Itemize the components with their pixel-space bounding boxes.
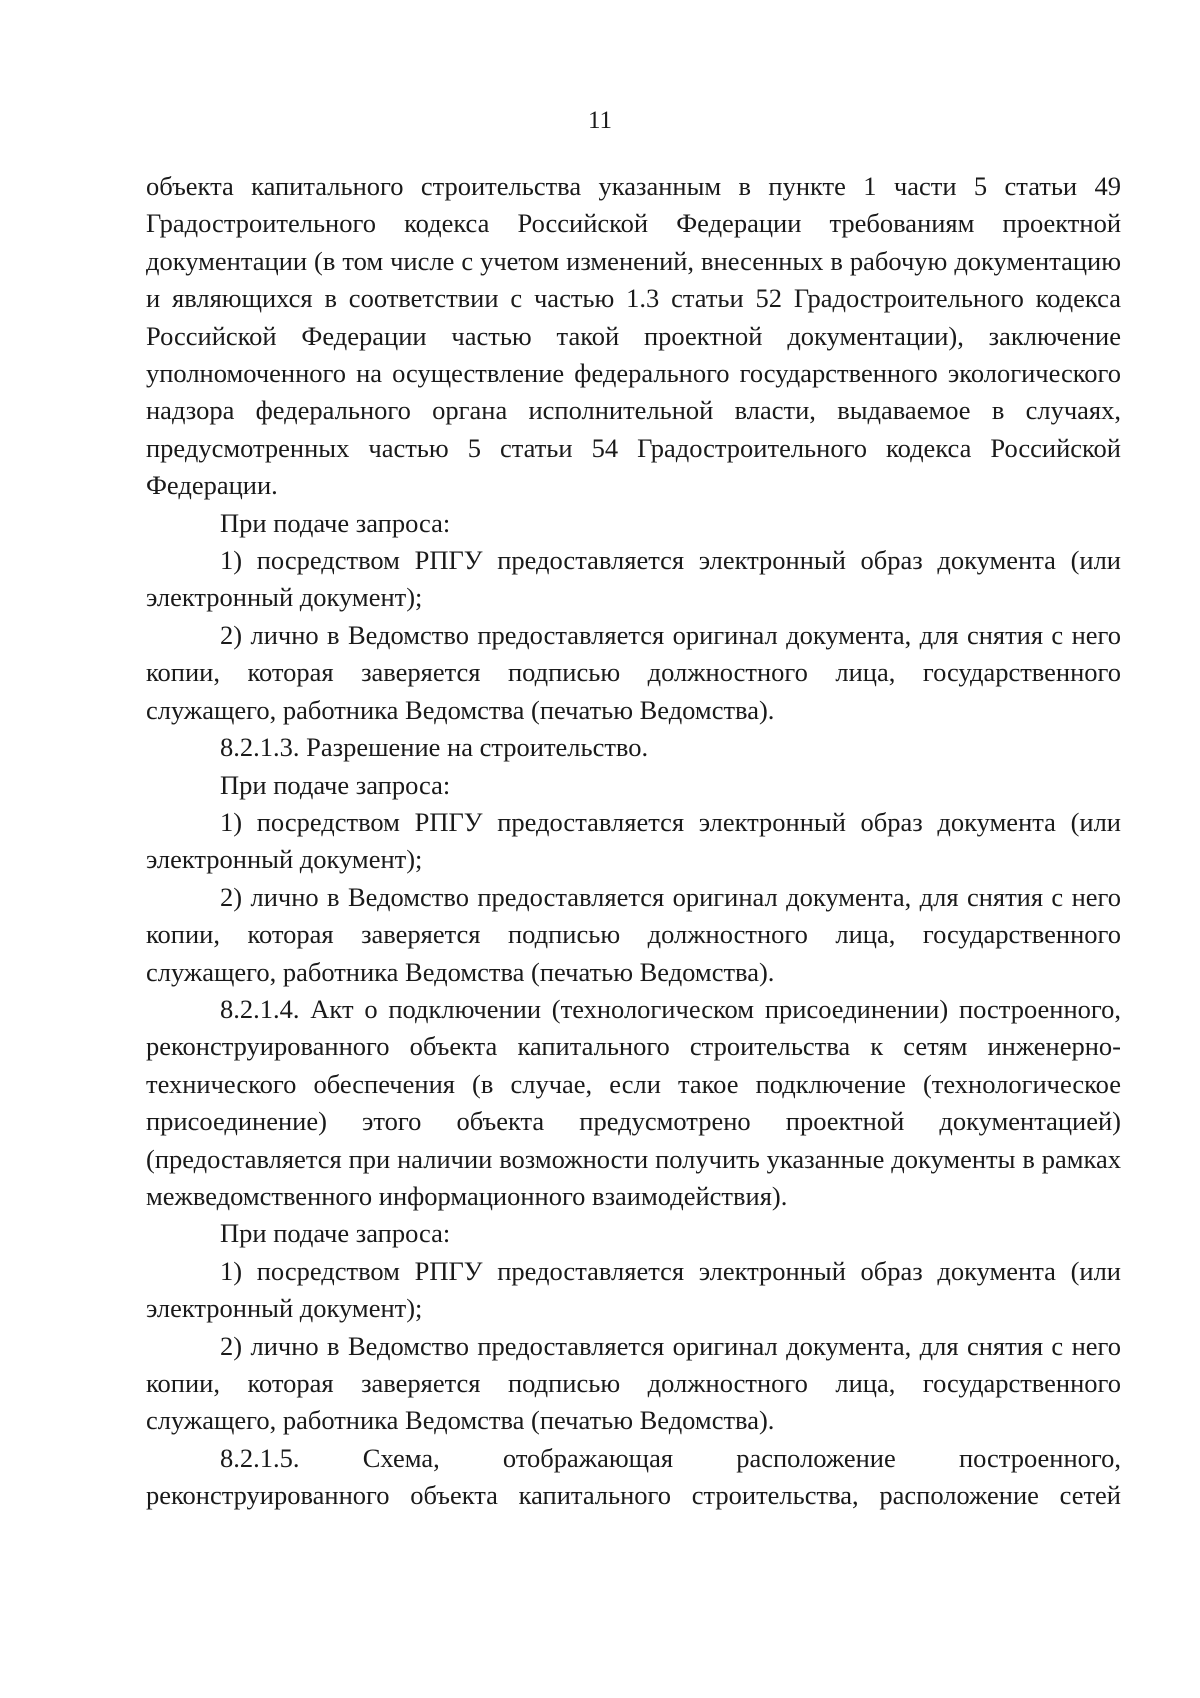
paragraph: При подаче запроса: xyxy=(220,769,451,800)
page-number: 11 xyxy=(587,107,613,134)
paragraph: 1) посредством РПГУ предоставляется электронный образ документа (или электронный документ); xyxy=(146,1255,1121,1324)
document-body xyxy=(146,168,1121,1515)
paragraph: При подаче запроса: xyxy=(220,1218,451,1249)
paragraph: 2) лично в Ведомство предоставляется оригинал документа, для снятия с него копии, которая заверяется подписью должностного лица, государственного служащего, работника Ведомства (печатью Ведомства). xyxy=(146,1330,1121,1436)
section-heading: 8.2.1.4. Акт о подключении (технологическом присоединении) построенного, реконструированного объекта капитального строительства к сетям инженерно-технического обеспечения (в случае, если такое подключение (технологическое присоединение) этого объекта предусмотрено проектной документацией) (предоставляется при наличии возможности получить указанные документы в рамках межведомственного информационного взаимодействия). xyxy=(146,993,1121,1211)
paragraph: 1) посредством РПГУ предоставляется электронный образ документа (или электронный документ); xyxy=(146,806,1121,875)
paragraph: 2) лично в Ведомство предоставляется оригинал документа, для снятия с него копии, которая заверяется подписью должностного лица, государственного служащего, работника Ведомства (печатью Ведомства). xyxy=(146,619,1121,725)
section-heading: 8.2.1.3. Разрешение на строительство. xyxy=(220,732,649,763)
paragraph: 2) лично в Ведомство предоставляется оригинал документа, для снятия с него копии, которая заверяется подписью должностного лица, государственного служащего, работника Ведомства (печатью Ведомства). xyxy=(146,881,1121,987)
section-heading: 8.2.1.5. Схема, отображающая расположение построенного, реконструированного объекта капитального строительства, расположение сетей xyxy=(146,1442,1121,1511)
paragraph: При подаче запроса: xyxy=(220,507,451,538)
paragraph: 1) посредством РПГУ предоставляется электронный образ документа (или электронный документ); xyxy=(146,545,1121,613)
paragraph: объекта капитального строительства указанным в пункте 1 части 5 статьи 49 Градостроительного кодекса Российской Федерации требованиям проектной документации (в том числе с учетом изменений, внесенных в рабочую документацию и являющихся в соответствии с частью 1.3 статьи 52 Градостроительного кодекса Российской Федерации частью такой проектной документации), заключение уполномоченного на осуществление федерального государственного экологического надзора федерального органа исполнительной власти, выдаваемое в случаях, предусмотренных частью 5 статьи 54 Градостроительного кодекса Российской Федерации. xyxy=(146,171,1121,501)
